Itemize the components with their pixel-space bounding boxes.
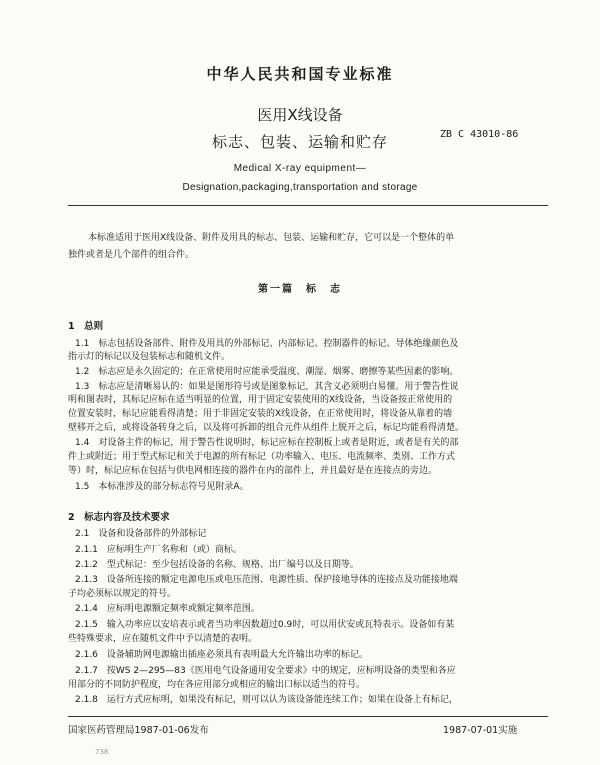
section-2-line: 2.1.7 按WS 2—295—83《医用电气设备通用安全要求》中的规定，应标明设备的类型和各应: [75, 666, 456, 676]
section-2-line: 子均必须标以规定的符号。: [68, 589, 177, 599]
intro-line-1: 本标准适用于医用X线设备、附件及用具的标志、包装、运输和贮存，它可以是一个整体的单: [88, 233, 455, 243]
section-1-line: 等）时，标记应标在包括与供电网相连接的器件在内的部件上，并且最好是在连接点的旁边。: [68, 466, 438, 476]
title-divider: [68, 205, 548, 206]
document-header: 中华人民共和国专业标准: [206, 65, 394, 83]
section-2-line: 2.1.5 输入功率应以安培表示或者当功率因数超过0.9时，可以用伏安或瓦特表示。设备如有某: [75, 620, 455, 630]
section-2-line: 2.1.6 设备辅助网电源输出插座必须具有表明最大允许输出功率的标记。: [75, 650, 368, 660]
section-2-line: 些特殊要求，应在随机文件中予以清楚的表明。: [68, 634, 258, 644]
section-1-line: 1.2 标志应是永久固定的；在正常使用时应能承受温度、潮湿、烟雾、磨擦等某些因素的影响。: [75, 367, 459, 377]
section-1-line: 壁移开之后，或将设备转身之后，以及将可拆卸的组合元件从组件上脱开之后，标记均能看得清楚。: [68, 423, 465, 433]
effective-date-text: 1987-07-01实施: [443, 725, 518, 736]
section-2-line: 2.1.1 应标明生产厂名称和（或）商标。: [75, 545, 242, 555]
section-2-line: 用部分的不同防护程度，均在各应用部分或相应的输出口标以适当的符号。: [68, 680, 366, 690]
title-line-1: 医用X线设备: [257, 106, 343, 124]
section-1-line: 指示灯的标记以及包装标志和随机文件。: [68, 352, 231, 362]
section-1-line: 位置安装时，标记应能看得清楚；用于非固定安装的X线设备，在正常使用时，将设备从靠着的墙: [68, 409, 453, 419]
section-1-line: 1.5 本标准涉及的部分标志符号见附录A。: [75, 482, 249, 492]
intro-line-2: 独件或者是几个部件的组合件。: [68, 250, 195, 260]
section-1-line: 明和图表时，其标记应标在适当明显的位置，用于固定安装使用的X线设备，当设备按正常使用的: [68, 395, 453, 405]
standard-code: ZB C 43010-86: [440, 129, 519, 140]
section-1-line: 1.3 标志应是清晰易认的：如果是图形符号或是图象标记，其含义必须明白易懂。用于警告性说: [75, 382, 459, 392]
section-2-line: 2.1.3 设备所连接的额定电源电压或电压范围、电源性质、保护接地导体的连接点及功能接地端: [75, 575, 458, 585]
page-mark: 738: [95, 748, 109, 756]
section-1-line: 1.4 对设备主件的标记，用于警告性说明时，标记应标在控制板上或者是附近，或者是有关的部: [75, 438, 459, 448]
section-2-line: 2.1.2 型式标记：至少包括设备的名称、规格、出厂编号以及日期等。: [75, 560, 359, 570]
english-title-line-2: Designation,packaging,transportation and storage: [182, 182, 418, 193]
footer-divider: [68, 716, 548, 717]
part-heading: 第一篇 标 志: [258, 284, 342, 295]
section-2-heading: 2 标志内容及技术要求: [68, 512, 170, 523]
english-title-line-1: Medical X-ray equipment—: [233, 163, 367, 174]
section-1-heading: 1 总则: [68, 321, 104, 332]
issuer-text: 国家医药管理局1987-01-06发布: [68, 725, 209, 736]
section-2-line: 2.1 设备和设备部件的外部标记: [75, 529, 207, 539]
section-2-line: 2.1.8 运行方式应标明，如果没有标记，则可以认为该设备能连续工作；如果在设备上有标记，: [75, 695, 458, 705]
section-2-line: 2.1.4 应标明电源额定频率或额定频率范围。: [75, 604, 260, 614]
title-line-2: 标志、包装、运输和贮存: [211, 133, 388, 151]
section-1-line: 件上或附近；用于型式标记和关于电源的所有标记（功率输入、电压、电流频率、类别、工作方式: [68, 452, 456, 462]
section-1-line: 1.1 标志包括设备部件、附件及用具的外部标记、内部标记、控制器件的标记、导体绝缘颜色及: [75, 339, 459, 349]
